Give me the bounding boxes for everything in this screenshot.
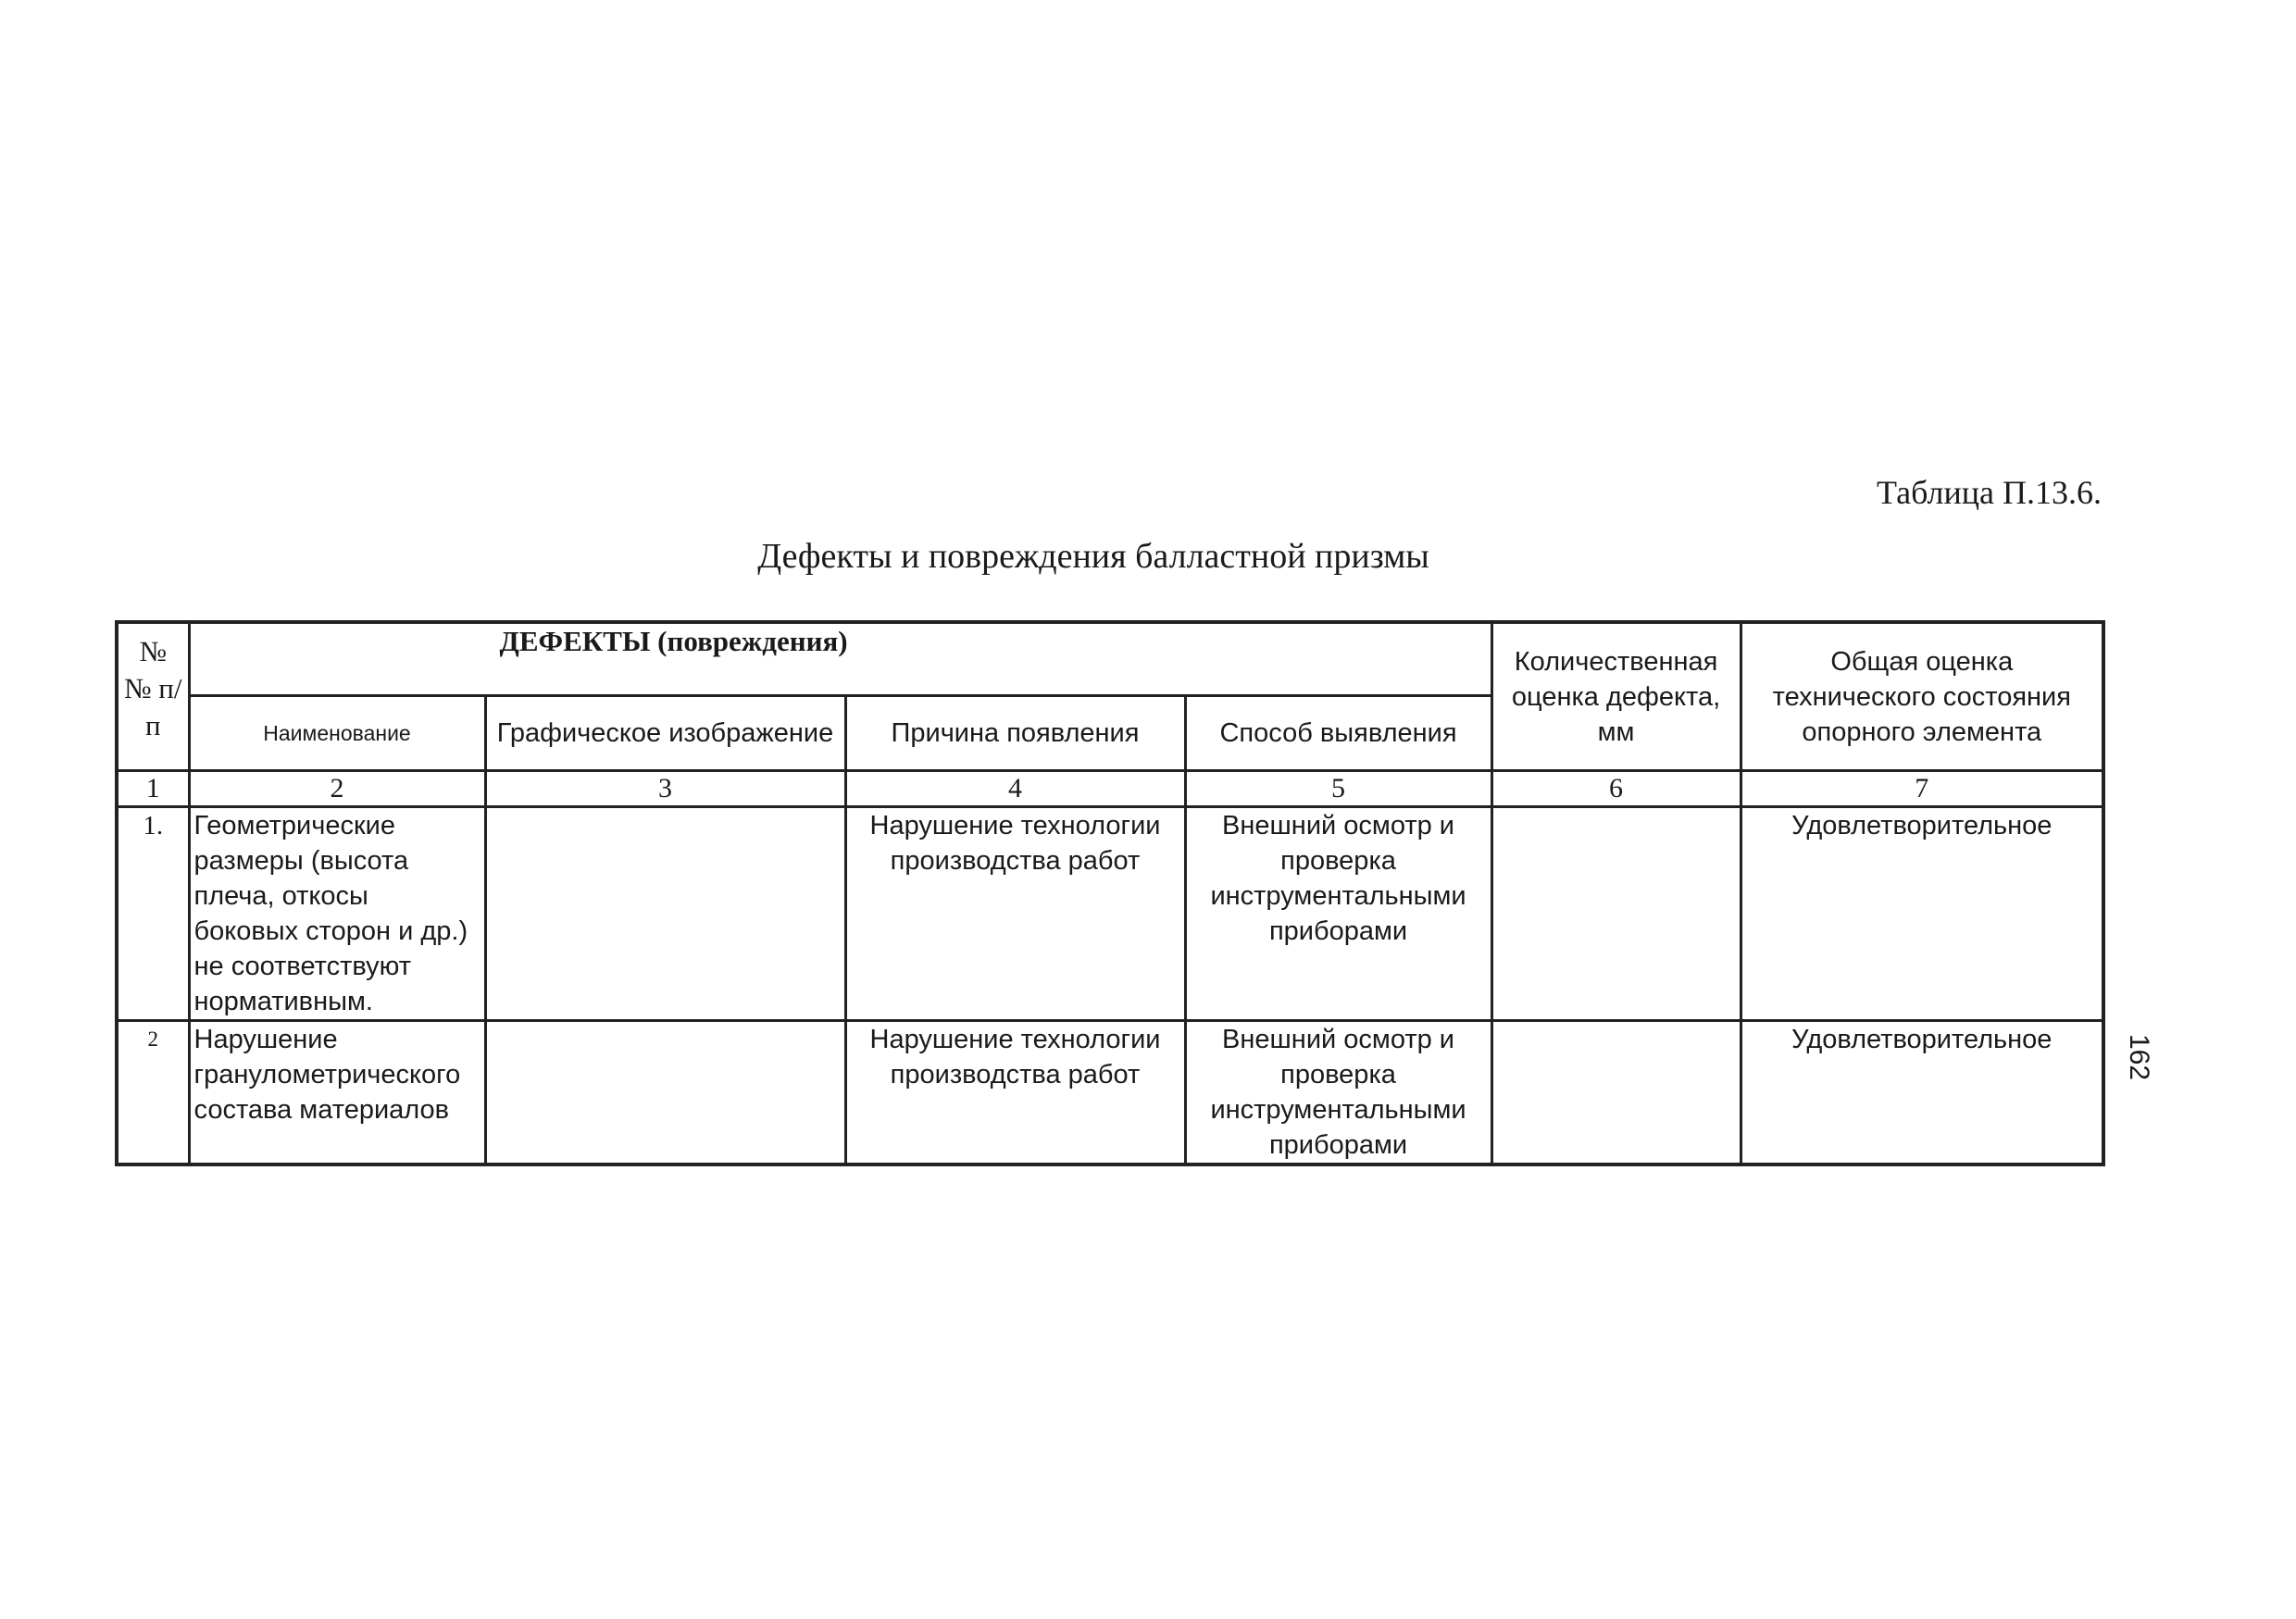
defect-detection: Внешний осмотр и проверка инструментальными приборами (1185, 807, 1491, 1021)
header-quantitative-assessment: Количественная оценка дефекта, мм (1491, 622, 1741, 771)
defect-quantitative (1491, 1021, 1741, 1165)
header-defects-label: ДЕФЕКТЫ (повреждения) (499, 625, 848, 657)
defect-cause: Нарушение технологии производства работ (845, 807, 1185, 1021)
document-title: Дефекты и повреждения балластной призмы (757, 537, 1429, 576)
defect-name: Геометрические размеры (высота плеча, откосы боковых сторон и др.) не соответствуют нормативным. (189, 807, 485, 1021)
defect-cause: Нарушение технологии производства работ (845, 1021, 1185, 1165)
defect-quantitative (1491, 807, 1741, 1021)
table-row (117, 1021, 2103, 1165)
header-cause: Причина появления (845, 696, 1185, 771)
column-number: 3 (485, 771, 845, 807)
page-number: 162 (2124, 1033, 2154, 1081)
column-number: 6 (1491, 771, 1741, 807)
header-detection-method: Способ выявления (1185, 696, 1491, 771)
column-number-row (117, 771, 2103, 807)
column-number: 7 (1741, 771, 2103, 807)
column-number: 4 (845, 771, 1185, 807)
header-row-group (117, 622, 2103, 696)
column-number: 5 (1185, 771, 1491, 807)
row-number: 2 (117, 1021, 189, 1165)
defect-graphic (485, 1021, 845, 1165)
defects-table (115, 620, 2105, 1166)
header-overall-assessment: Общая оценка технического состояния опорного элемента (1741, 622, 2103, 771)
table-row (117, 807, 2103, 1021)
header-name: Наименование (189, 696, 485, 771)
defect-overall: Удовлетворительное (1741, 1021, 2103, 1165)
defect-overall: Удовлетворительное (1741, 807, 2103, 1021)
header-graphic-image: Графическое изображение (485, 696, 845, 771)
header-defects-group (189, 622, 1491, 696)
row-number: 1. (117, 807, 189, 1021)
table-label: Таблица П.13.6. (1877, 474, 2102, 511)
defect-graphic (485, 807, 845, 1021)
column-number: 2 (189, 771, 485, 807)
defect-detection: Внешний осмотр и проверка инструментальными приборами (1185, 1021, 1491, 1165)
header-number-column: № № п/п (117, 622, 189, 771)
defect-name: Нарушение гранулометрического состава материалов (189, 1021, 485, 1165)
column-number: 1 (117, 771, 189, 807)
